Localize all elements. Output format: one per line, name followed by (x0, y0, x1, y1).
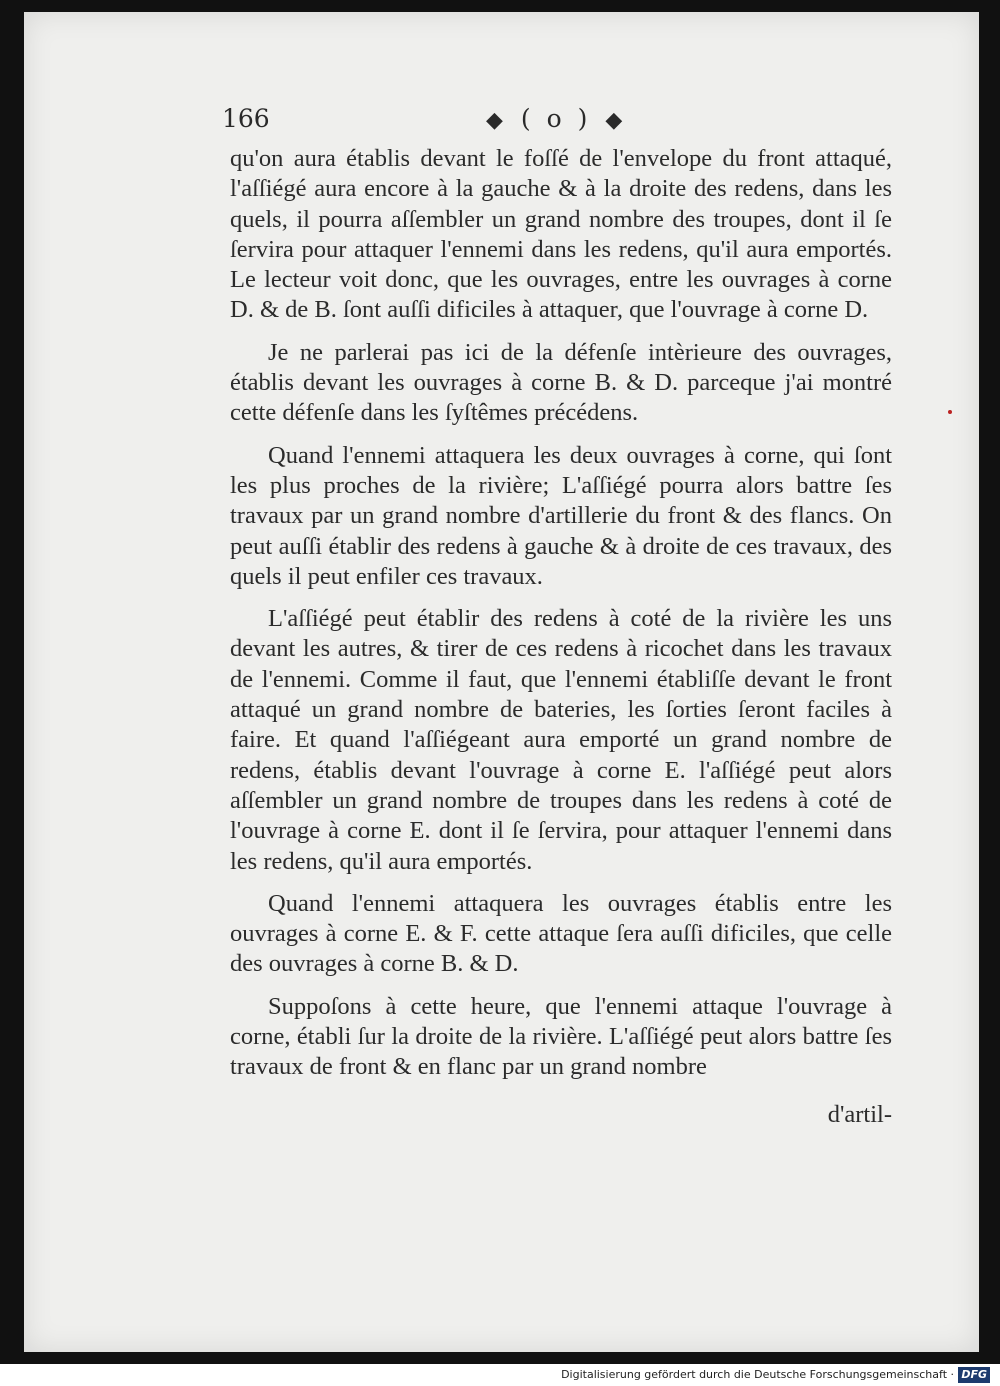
ornament-left-icon: ◆ (486, 108, 507, 133)
page-header (222, 104, 894, 144)
ornament-right-icon: ◆ (605, 108, 627, 133)
footer-credit: Digitalisierung gefördert durch die Deutsche Forschungsgemeinschaft · (561, 1368, 954, 1381)
margin-speck (948, 410, 952, 414)
paragraph-1: qu'on aura établis devant le foſſé de l'envelope du front attaqué, l'aſſiégé aura encore à la gauche & à la droite des redens, dans les quels, il pourra aſſembler un grand nombre des troupes, dont il ſe ſervira pour attaquer l'ennemi dans les redens, qu'il aura emportés. Le lecteur voit donc, que les ouvrages, entre les ouvrages à corne D. & de B. ſont auſſi dificiles à attaquer, que l'ouvrage à corne D. (230, 145, 892, 324)
catchword: d'artil- (827, 1101, 892, 1128)
paragraph-6: Suppoſons à cette heure, que l'ennemi attaque l'ouvrage à corne, établi ſur la droite de la rivière. L'aſſiégé peut alors battre ſes travaux de front & en flanc par un grand nombre (230, 992, 892, 1081)
dfg-logo: DFG (958, 1367, 990, 1383)
paragraph-3: Quand l'ennemi attaquera les deux ouvrages à corne, qui ſont les plus proches de la rivière; L'aſſiégé pourra alors battre ſes travaux par un grand nombre d'artillerie du front & des flancs. On peut auſſi établir des redens à gauche & à droite de ces travaux, des quels il peut enfiler ces travaux. (230, 441, 892, 590)
ornament-center: ( o ) (520, 104, 592, 133)
paragraph-5: Quand l'ennemi attaquera les ouvrages établis entre les ouvrages à corne E. & F. cette attaque ſera auſſi dificiles, que celle des ouvrages à corne B. & D. (230, 889, 892, 978)
paragraph-4: L'aſſiégé peut établir des redens à coté de la rivière les uns devant les autres, & tirer de ces redens à ricochet dans les travaux de l'ennemi. Comme il faut, que l'ennemi établiſſe devant le front attaqué un grand nombre de bateries, les ſorties ſeront faciles à faire. Et quand l'aſſiégeant aura emporté un grand nombre de redens, établis devant l'ouvrage à corne E. l'aſſiégé peut alors aſſembler un grand nombre de troupes dans les redens à coté de l'ouvrage à corne E. dont il ſe ſervira, pour attaquer l'ennemi dans les redens, qu'il aura emportés. (230, 605, 892, 875)
paragraph-2: Je ne parlerai pas ici de la défenſe intèrieure des ouvrages, établis devant les ouvrages à corne B. & D. parceque j'ai montré cette défenſe dans les ſyſtêmes précédens. (230, 338, 892, 427)
header-ornament (472, 104, 640, 133)
text-body (230, 144, 892, 1154)
footer-bar (0, 1364, 1000, 1386)
page-number: 166 (222, 104, 270, 133)
